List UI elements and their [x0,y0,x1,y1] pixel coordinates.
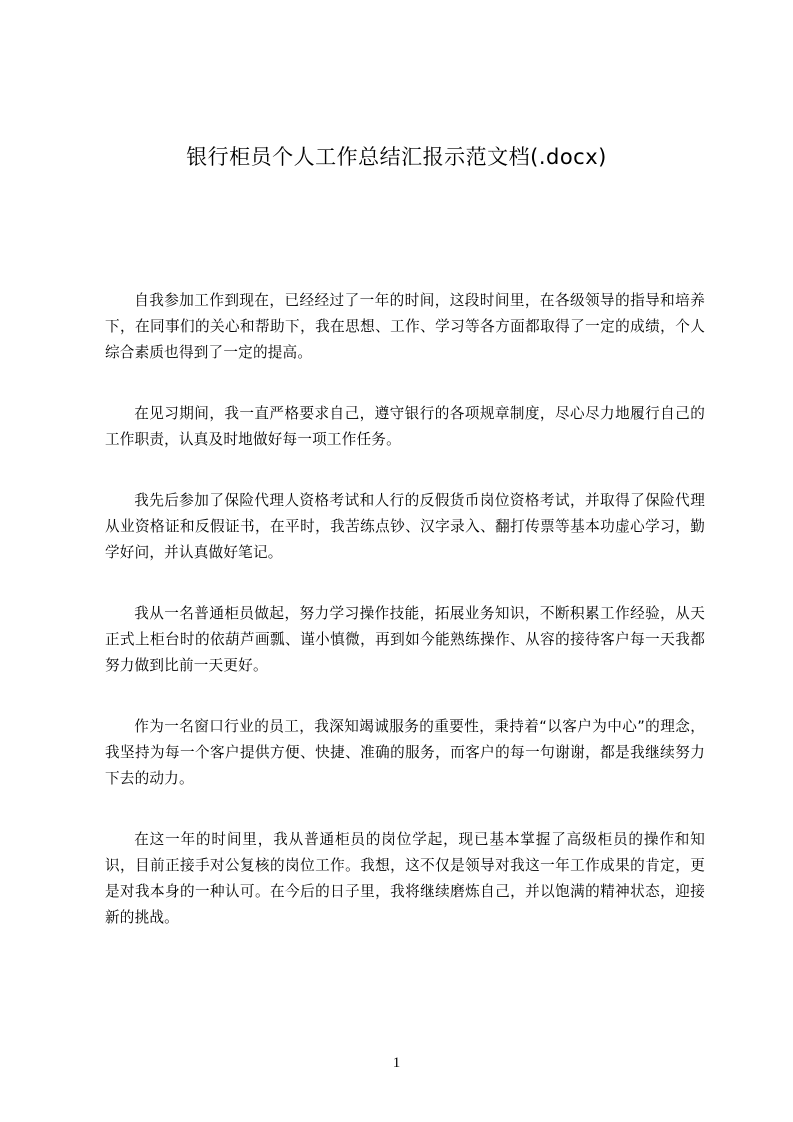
paragraph-3: 我先后参加了保险代理人资格考试和人行的反假货币岗位资格考试，并取得了保险代理从业资格证和反假证书，在平时，我苦练点钞、汉字录入、翻打传票等基本功虚心学习，勤学好问，并认真做好笔记。 [105,492,705,561]
paragraph-6: 在这一年的时间里，我从普通柜员的岗位学起，现已基本掌握了高级柜员的操作和知识，目前正接手对公复核的岗位工作。我想，这不仅是领导对我这一年工作成果的肯定，更是对我本身的一种认可。在今后的日子里，我将继续磨炼自己，并以饱满的精神状态，迎接新的挑战。 [105,831,705,926]
paragraph-1: 自我参加工作到现在，已经经过了一年的时间，这段时间里，在各级领导的指导和培养下，在同事们的关心和帮助下，我在思想、工作、学习等各方面都取得了一定的成绩，个人综合素质也得到了一定的提高。 [105,292,705,361]
page-number: 1 [392,1055,401,1071]
paragraph-4: 我从一名普通柜员做起，努力学习操作技能，拓展业务知识，不断积累工作经验，从天正式上柜台时的依葫芦画瓢、谨小慎微，再到如今能熟练操作、从容的接待客户每一天我都努力做到比前一天更好。 [105,605,705,674]
paragraph-2: 在见习期间，我一直严格要求自己，遵守银行的各项规章制度，尽心尽力地履行自己的工作职责，认真及时地做好每一项工作任务。 [105,405,705,448]
paragraph-5: 作为一名窗口行业的员工，我深知竭诚服务的重要性，秉持着“以客户为中心”的理念，我坚持为每一个客户提供方便、快捷、准确的服务，而客户的每一句谢谢，都是我继续努力下去的动力。 [105,718,705,787]
document-title: 银行柜员个人工作总结汇报示范文档(.docx) [186,145,607,169]
document-body [105,288,705,966]
